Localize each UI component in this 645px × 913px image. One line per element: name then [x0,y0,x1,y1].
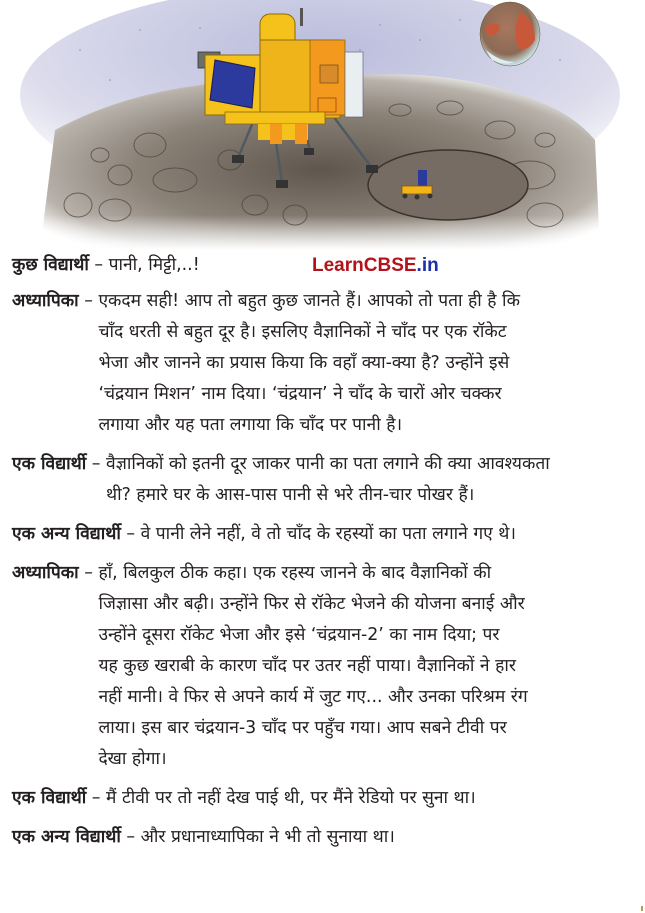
speaker-name: एक अन्य विद्यार्थी [12,827,121,847]
dialogue-line: वे पानी लेने नहीं, वे तो चाँद के रहस्यों का पता लगाने गए थे। [140,524,516,544]
dialogue-line: यह कुछ खराबी के कारण चाँद पर उतर नहीं पाया। वैज्ञानिकों ने हार [98,656,516,676]
dialogue-entry [12,822,635,853]
dialogue-line: वैज्ञानिकों को इतनी दूर जाकर पानी का पता लगाने की क्या आवश्यकता [106,454,550,474]
separator-dash: – [78,291,99,311]
dialogue-entry [12,250,635,284]
dialogue-line: उन्होंने दूसरा रॉकेट भेजा और इसे ‘चंद्रयान-2’ का नाम दिया; पर [98,625,500,645]
dialogue-entry [12,286,635,441]
speaker-name: अध्यापिका [12,563,79,583]
dialogue-line: चाँद धरती से बहुत दूर है। इसलिए वैज्ञानिकों ने चाँद पर एक रॉकेट [98,322,507,342]
page-edge-mark [641,906,643,911]
dialogue-line: जिज्ञासा और बढ़ी। उन्होंने फिर से रॉकेट भेजने की योजना बनाई और [98,594,525,614]
dialogue-line: मैं टीवी पर तो नहीं देख पाई थी, पर मैंने रेडियो पर सुना था। [106,788,476,808]
dialogue-line: पानी, मिट्टी,..! [108,255,200,275]
chandrayaan-lander-illustration [0,0,645,250]
separator-dash: – [86,454,107,474]
dialogue-line: ‘चंद्रयान मिशन’ नाम दिया। ‘चंद्रयान’ ने चाँद के चारों ओर चक्कर [98,384,502,404]
dialogue-line: एकदम सही! आप तो बहुत कुछ जानते हैं। आपको तो पता ही है कि [98,291,520,311]
dialogue-line: नहीं मानी। वे फिर से अपने कार्य में जुट गए... और उनका परिश्रम रंग [98,687,528,707]
dialogue-line: और प्रधानाध्यापिका ने भी तो सुनाया था। [140,827,395,847]
dialogue-line: भेजा और जानने का प्रयास किया कि वहाँ क्या-क्या है? उन्होंने इसे [98,353,510,373]
dialogue-entry [12,519,635,550]
separator-dash: – [78,563,99,583]
separator-dash: – [120,827,141,847]
speaker-name: एक विद्यार्थी [12,788,87,808]
dialogue-line: देखा होगा। [98,749,167,769]
dialogue-entry [12,558,635,775]
dialogue-block [12,250,635,853]
dialogue-line: थी? हमारे घर के आस-पास पानी से भरे तीन-चार पोखर हैं। [106,485,475,505]
dialogue-line: लाया। इस बार चंद्रयान-3 चाँद पर पहुँच गया। आप सबने टीवी पर [98,718,507,738]
separator-dash: – [120,524,141,544]
speaker-name: एक विद्यार्थी [12,454,87,474]
speaker-name: अध्यापिका [12,291,79,311]
watermark-learn: Learn [312,255,364,276]
speaker-name: कुछ विद्यार्थी [12,255,89,275]
watermark-domain: .in [416,255,439,276]
dialogue-entry [12,449,635,511]
watermark-cbse: CBSE [363,255,417,276]
speaker-name: एक अन्य विद्यार्थी [12,524,121,544]
separator-dash: – [86,788,107,808]
dialogue-line: हाँ, बिलकुल ठीक कहा। एक रहस्य जानने के बाद वैज्ञानिकों की [98,563,492,583]
dialogue-line: लगाया और यह पता लगाया कि चाँद पर पानी है। [98,415,403,435]
separator-dash: – [88,255,109,275]
dialogue-entry [12,783,635,814]
